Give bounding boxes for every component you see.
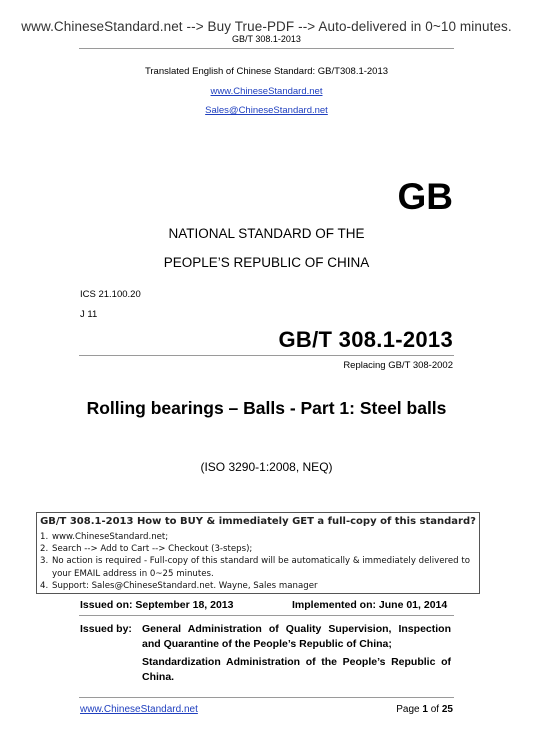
step-text: Search --> Add to Cart --> Checkout (3-steps);: [52, 544, 253, 555]
issuer-aqsiq: General Administration of Quality Supervision, Inspection and Quarantine of the People’s Republic of China;: [142, 623, 451, 650]
standard-number-divider: [79, 355, 454, 356]
classification-code: J 11: [80, 309, 98, 320]
header-divider: [79, 48, 454, 49]
translated-line: Translated English of Chinese Standard: GB/T308.1-2013: [144, 66, 389, 77]
site-link-wrapper: [0, 86, 533, 97]
current-page: 1: [422, 704, 428, 715]
step-number: 4.: [40, 580, 49, 591]
gb-mark: GB: [397, 176, 453, 217]
step-text: www.ChineseStandard.net;: [52, 532, 169, 542]
website-link[interactable]: www.ChineseStandard.net: [210, 86, 323, 97]
purchase-steps: [40, 531, 476, 592]
iso-equivalence: (ISO 3290-1:2008, NEQ): [200, 460, 333, 474]
header-standard-code: GB/T 308.1-2013: [232, 34, 301, 44]
purchase-heading: GB/T 308.1-2013 How to BUY & immediately GET a full-copy of this standard?: [40, 516, 476, 527]
issued-on-date: Issued on: September 18, 2013: [80, 599, 234, 611]
step-text: No action is required - Full-copy of this standard will be automatically & immediately delivered to: [52, 556, 470, 567]
national-standard-line-2: PEOPLE’S REPUBLIC OF CHINA: [163, 255, 370, 270]
step-text: Support: Sales@ChineseStandard.net. Wayne, Sales manager: [52, 580, 318, 591]
purchase-step: [40, 580, 476, 592]
purchase-info-box: [36, 512, 480, 594]
footer-divider: [79, 697, 454, 698]
step-number: 3.: [40, 556, 49, 567]
step-number: 2.: [40, 544, 49, 555]
ics-code: ICS 21.100.20: [80, 289, 141, 300]
implemented-on-date: Implemented on: June 01, 2014: [292, 599, 448, 611]
standard-number: GB/T 308.1-2013: [278, 327, 453, 352]
top-banner: www.ChineseStandard.net --> Buy True-PDF --> Auto-delivered in 0~10 minutes.: [21, 19, 512, 34]
issue-divider: [79, 615, 454, 616]
document-title: Rolling bearings – Balls - Part 1: Steel balls: [86, 398, 447, 418]
purchase-step: [40, 531, 476, 543]
issued-by-label: Issued by:: [80, 623, 132, 635]
footer-website-link[interactable]: www.ChineseStandard.net: [80, 704, 198, 715]
email-link[interactable]: Sales@ChineseStandard.net: [205, 105, 328, 116]
replacing-note: Replacing GB/T 308-2002: [343, 360, 453, 371]
footer-site-wrapper: [80, 704, 198, 715]
national-standard-line-1: NATIONAL STANDARD OF THE: [168, 226, 365, 241]
purchase-step: [40, 543, 476, 555]
page-number: Page 1 of 25: [396, 704, 453, 715]
purchase-step: [40, 555, 476, 567]
step-number: 1.: [40, 532, 49, 542]
step-text: your EMAIL address in 0~25 minutes.: [52, 568, 214, 579]
purchase-step-continuation: [40, 568, 476, 580]
total-pages: 25: [441, 704, 453, 715]
email-link-wrapper: [0, 105, 533, 116]
issuer-sac: Standardization Administration of the People’s Republic of China.: [142, 656, 451, 683]
